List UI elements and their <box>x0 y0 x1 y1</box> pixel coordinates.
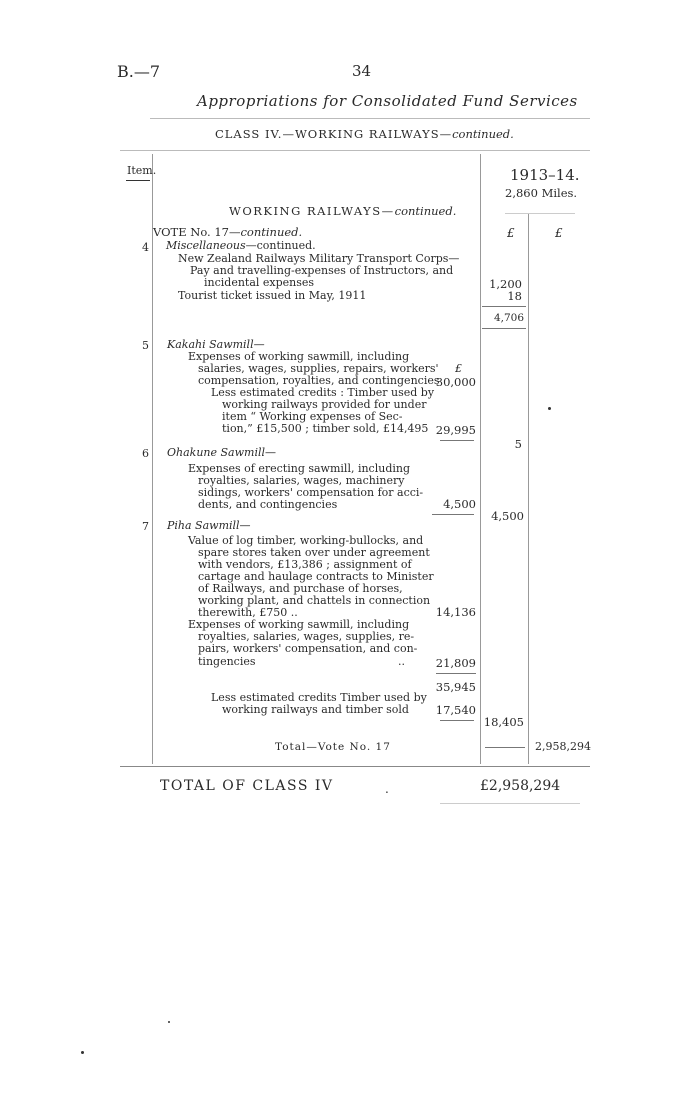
pound-sign-col1: £ <box>507 226 515 240</box>
item4-subtotal-rule <box>482 328 526 329</box>
total-class-value: £2,958,294 <box>480 778 561 794</box>
item5-heading: Kakahi Sawmill— <box>167 338 265 351</box>
page-number: 34 <box>352 62 372 80</box>
item-number-4: 4 <box>142 241 149 254</box>
item-number-7: 7 <box>142 520 149 533</box>
item7-value: 21,809 <box>435 656 476 670</box>
item5-line: item “ Working expenses of Sec- <box>222 410 403 423</box>
miles-rule <box>505 213 575 214</box>
item5-value: 30,000 <box>435 375 476 389</box>
item5-net: 5 <box>514 437 522 451</box>
item7-line: tingencies <box>198 655 256 668</box>
title-rule <box>150 118 590 119</box>
item4-line: incidental expenses <box>204 276 315 289</box>
item5-line: tion,” £15,500 ; timber sold, £14,495 <box>222 422 429 435</box>
item4-line: Tourist ticket issued in May, 1911 <box>178 289 367 302</box>
amount-column-divider <box>528 214 529 764</box>
item-column-header: Item. <box>127 164 157 177</box>
item7-line: Value of log timber, working-bullocks, and <box>188 534 424 547</box>
item5-line: Expenses of working sawmill, including <box>188 350 410 363</box>
item7-line: with vendors, £13,386 ; assignment of <box>198 558 412 571</box>
item4-value: 18 <box>507 289 522 303</box>
section-heading: WORKING RAILWAYS—continued. <box>229 204 457 218</box>
item7-net: 18,405 <box>483 715 524 729</box>
class-subtitle: CLASS IV.—WORKING RAILWAYS—continued. <box>215 127 514 141</box>
speck <box>81 1051 84 1054</box>
item5-line: compensation, royalties, and contingencies <box>198 374 440 387</box>
item7-line: Expenses of working sawmill, including <box>188 618 410 631</box>
item6-line: royalties, salaries, wages, machinery <box>198 474 405 487</box>
item7-credits: 17,540 <box>435 703 476 717</box>
item6-rule <box>432 514 474 515</box>
item4-value: 1,200 <box>489 277 522 291</box>
item7-line: working plant, and chattels in connection <box>198 594 431 607</box>
item4-rule <box>482 306 526 307</box>
header-rule <box>120 150 590 151</box>
item-column-divider <box>152 154 153 764</box>
item7-line: therewith, £750 .. <box>198 606 298 619</box>
leader-dots: .. <box>398 655 405 668</box>
item6-line: Expenses of erecting sawmill, including <box>188 462 411 475</box>
year-header: 1913–14. <box>510 166 580 184</box>
item5-pound-sign: £ <box>455 362 462 375</box>
item6-line: sidings, workers' compensation for acci- <box>198 486 424 499</box>
item7-heading: Piha Sawmill— <box>167 519 251 532</box>
item7-line: royalties, salaries, wages, supplies, re- <box>198 630 415 643</box>
item5-line: Less estimated credits : Timber used by <box>211 386 435 399</box>
total-vote-label: Total—Vote No. 17 <box>275 741 391 753</box>
item7-line: of Railways, and purchase of horses, <box>198 582 403 595</box>
item6-net: 4,500 <box>491 509 524 523</box>
item-number-5: 5 <box>142 339 149 352</box>
miles-header: 2,860 Miles. <box>505 186 578 200</box>
item7-rule <box>436 673 476 674</box>
item5-value: 29,995 <box>435 423 476 437</box>
item6-line: dents, and contingencies <box>198 498 338 511</box>
item7-line: pairs, workers' compensation, and con- <box>198 642 418 655</box>
item7-line: spare stores taken over under agreement <box>198 546 430 559</box>
footer-rule <box>440 803 580 804</box>
item4-heading: Miscellaneous—continued. <box>166 239 316 252</box>
item7-sum: 35,945 <box>435 680 476 694</box>
item7-value: 14,136 <box>435 605 476 619</box>
item4-line: New Zealand Railways Military Transport Corps— <box>178 252 460 265</box>
year-column-divider <box>480 154 481 764</box>
page-title: Appropriations for Consolidated Fund Services <box>197 92 578 110</box>
item7-credits-rule <box>440 720 474 721</box>
item5-line: working railways provided for under <box>222 398 427 411</box>
pound-sign-col2: £ <box>555 226 563 240</box>
item7-line: Less estimated credits Timber used by <box>211 691 427 704</box>
speck <box>548 407 551 410</box>
item7-line: cartage and haulage contracts to Minister <box>198 570 434 583</box>
item-header-rule <box>126 180 150 181</box>
total-class-label: TOTAL OF CLASS IV <box>160 778 334 794</box>
item6-heading: Ohakune Sawmill— <box>167 446 276 459</box>
total-vote-rule <box>485 747 525 748</box>
document-reference: B.—7 <box>117 62 161 81</box>
total-vote-value: 2,958,294 <box>535 740 591 753</box>
speck <box>168 1021 170 1023</box>
leader-dot: . <box>385 782 389 796</box>
item5-line: salaries, wages, supplies, repairs, workers' <box>198 362 439 375</box>
item4-line: Pay and travelling-expenses of Instructors, and <box>190 264 454 277</box>
item5-rule <box>440 440 474 441</box>
vote-heading: VOTE No. 17—continued. <box>153 225 303 239</box>
item-number-6: 6 <box>142 447 149 460</box>
item6-value: 4,500 <box>443 497 476 511</box>
total-rule <box>120 766 590 767</box>
item7-line: working railways and timber sold <box>222 703 409 716</box>
item4-subtotal: 4,706 <box>493 312 524 324</box>
